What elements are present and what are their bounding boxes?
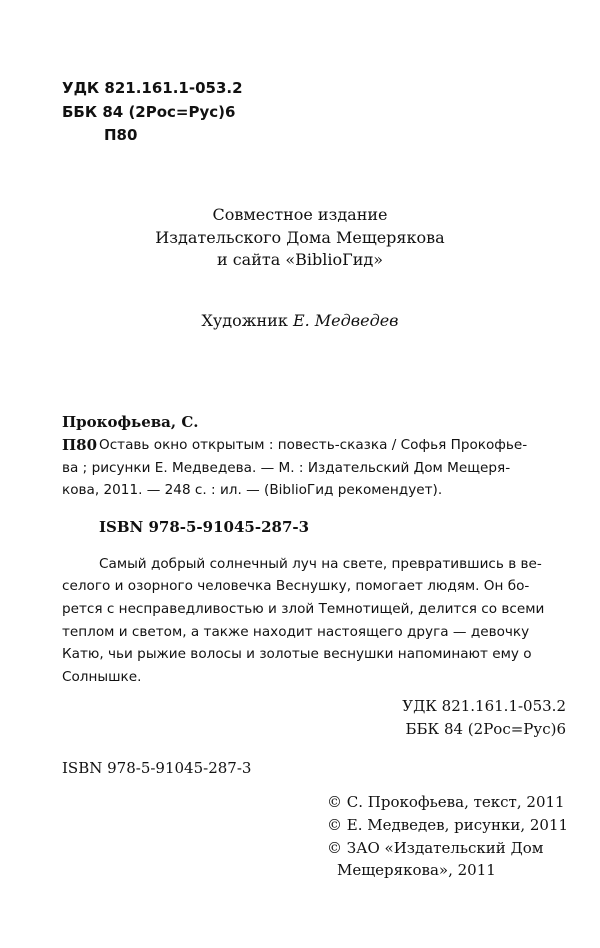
annotation-line5: Катю, чьи рыжие волосы и золотые веснушки напоминают ему о (62, 646, 532, 662)
annotation-line6: Солнышке. (62, 669, 142, 685)
catalog-desc-line1: Оставь окно открытым : повесть-сказка / Софья Прокофье- (99, 437, 528, 453)
annotation-line1: Самый добрый солнечный луч на свете, превратившись в ве- (99, 556, 542, 572)
header-author-mark: П80 (104, 126, 138, 144)
illustrator-line (0, 313, 600, 329)
joint-edition-line3: и сайта «BiblioГид» (216, 250, 384, 269)
classification-udk: УДК 821.161.1-053.2 (402, 697, 566, 715)
isbn-bottom: ISBN 978-5-91045-287-3 (62, 759, 252, 777)
classification-bbk: ББК 84 (2Рос=Рус)6 (405, 720, 566, 738)
header-bbk: ББК 84 (2Рос=Рус)6 (62, 103, 236, 121)
annotation-line4: теплом и светом, а также находит настоящего друга — девочку (62, 624, 530, 640)
copyright-line4: Мещерякова», 2011 (337, 861, 496, 879)
joint-edition-line1: Совместное издание (212, 205, 388, 224)
catalog-isbn: ISBN 978-5-91045-287-3 (99, 518, 310, 536)
catalog-author: Прокофьева, С. (62, 413, 199, 431)
header-udk: УДК 821.161.1-053.2 (62, 79, 243, 97)
illustrator-name: Е. Медведев (292, 311, 399, 330)
copyright-line1: © С. Прокофьева, текст, 2011 (327, 793, 565, 811)
copyright-line3: © ЗАО «Издательский Дом (327, 839, 544, 857)
catalog-mark: П80 (62, 436, 98, 454)
annotation-line3: рется с несправедливостью и злой Темнотищей, делится со всеми (62, 601, 545, 617)
catalog-desc-line2: ва ; рисунки Е. Медведева. — М. : Издательский Дом Мещеря- (62, 460, 511, 476)
catalog-desc-line3: кова, 2011. — 248 с. : ил. — (BiblioГид рекомендует). (62, 482, 443, 498)
annotation-line2: селого и озорного человечка Веснушку, помогает людям. Он бо- (62, 578, 530, 594)
copyright-line2: © Е. Медведев, рисунки, 2011 (327, 816, 569, 834)
joint-edition-line2: Издательского Дома Мещерякова (155, 228, 445, 247)
illustrator-label: Художник (201, 311, 288, 330)
